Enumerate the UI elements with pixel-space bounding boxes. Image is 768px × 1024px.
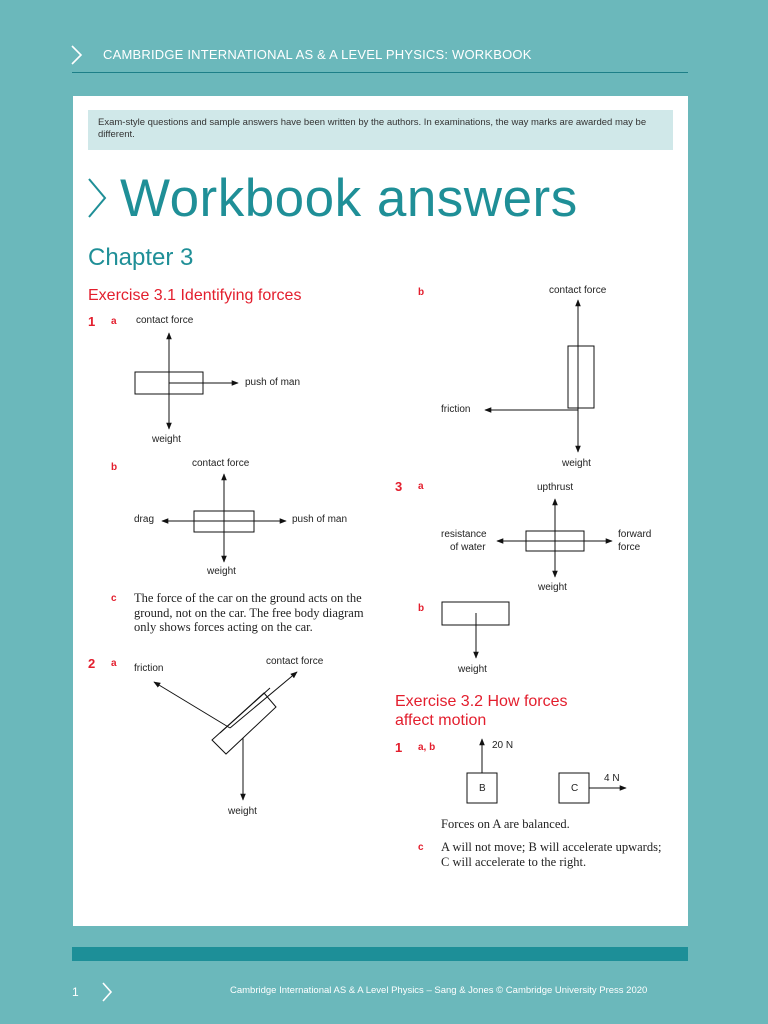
q1-number: 1: [88, 314, 96, 329]
q2b-sub: b: [418, 287, 425, 298]
q2a-friction-label: friction: [134, 663, 164, 674]
diagram-boxes-b-c: [467, 739, 626, 803]
ex32-c-sub: c: [418, 842, 424, 853]
balanced-text: Forces on A are balanced.: [441, 817, 570, 831]
footer-chevron-icon: [100, 981, 114, 1003]
q1b-contact-label: contact force: [192, 458, 250, 469]
q2a-contact-label: contact force: [266, 656, 324, 667]
q1b-weight-label: weight: [207, 566, 236, 577]
q1c-sub: c: [111, 593, 117, 604]
q1a-contact-label: contact force: [136, 315, 194, 326]
box-b-label: B: [479, 783, 486, 794]
diagram-1a: [135, 333, 238, 429]
exercise-3-2-heading-2: affect motion: [395, 712, 487, 729]
note-text: Exam-style questions and sample answers have been written by the authors. In examinations, the way marks are awarded may be different.: [98, 117, 647, 140]
q2a-sub: a: [111, 658, 117, 669]
exercise-3-2-heading-1: Exercise 3.2 How forces: [395, 693, 568, 710]
ex32-q1-ab-sub: a, b: [418, 742, 436, 753]
q3a-upthrust-label: upthrust: [537, 482, 574, 493]
q1c-text: The force of the car on the ground acts on the ground, not on the car. The free body diagram only shows forces acting on the car.: [134, 591, 364, 634]
q3a-sub: a: [418, 481, 424, 492]
q2b-friction-label: friction: [441, 404, 471, 415]
q1b-sub: b: [111, 462, 118, 473]
footer-text: Cambridge International AS & A Level Physics – Sang & Jones © Cambridge University Press 2020: [230, 985, 648, 996]
q1a-push-label: push of man: [245, 377, 301, 388]
q1b-push-label: push of man: [292, 514, 348, 525]
q2a-weight-label: weight: [228, 806, 257, 817]
q3a-weight-label: weight: [538, 582, 567, 593]
header-title: CAMBRIDGE INTERNATIONAL AS & A LEVEL PHYSICS: WORKBOOK: [103, 47, 532, 62]
page-title: Workbook answers: [120, 169, 578, 228]
q1a-sub: a: [111, 316, 117, 327]
footer-band: [72, 947, 688, 961]
q3b-sub: b: [418, 603, 425, 614]
q3-number: 3: [395, 479, 403, 494]
diagram-3a: [497, 499, 612, 577]
q1b-drag-label: drag: [134, 514, 155, 525]
q3a-forward-label-2: force: [618, 542, 641, 553]
diagram-2a: [154, 672, 297, 800]
q3a-resistance-label-1: resistance: [441, 529, 487, 540]
q3a-resistance-label-2: of water: [450, 542, 486, 553]
chapter-heading: Chapter 3: [88, 244, 194, 271]
box-c-label: C: [571, 783, 579, 794]
ex32-c-text: A will not move; B will accelerate upwards; C will accelerate to the right.: [441, 840, 662, 869]
q2-number: 2: [88, 656, 96, 671]
q2b-contact-label: contact force: [549, 285, 607, 296]
exercise-3-1-heading: Exercise 3.1 Identifying forces: [88, 287, 302, 304]
diagram-3b: [442, 602, 509, 658]
q2b-weight-label: weight: [562, 458, 591, 469]
force-b-label: 20 N: [492, 740, 514, 751]
diagram-1b: [162, 474, 286, 562]
page-number: 1: [72, 985, 79, 999]
q3a-forward-label-1: forward: [618, 529, 652, 540]
force-c-label: 4 N: [604, 773, 620, 784]
q3b-weight-label: weight: [458, 664, 487, 675]
ex32-q1-number: 1: [395, 740, 403, 755]
q1a-weight-label: weight: [152, 434, 181, 445]
diagram-2b: [485, 300, 594, 452]
